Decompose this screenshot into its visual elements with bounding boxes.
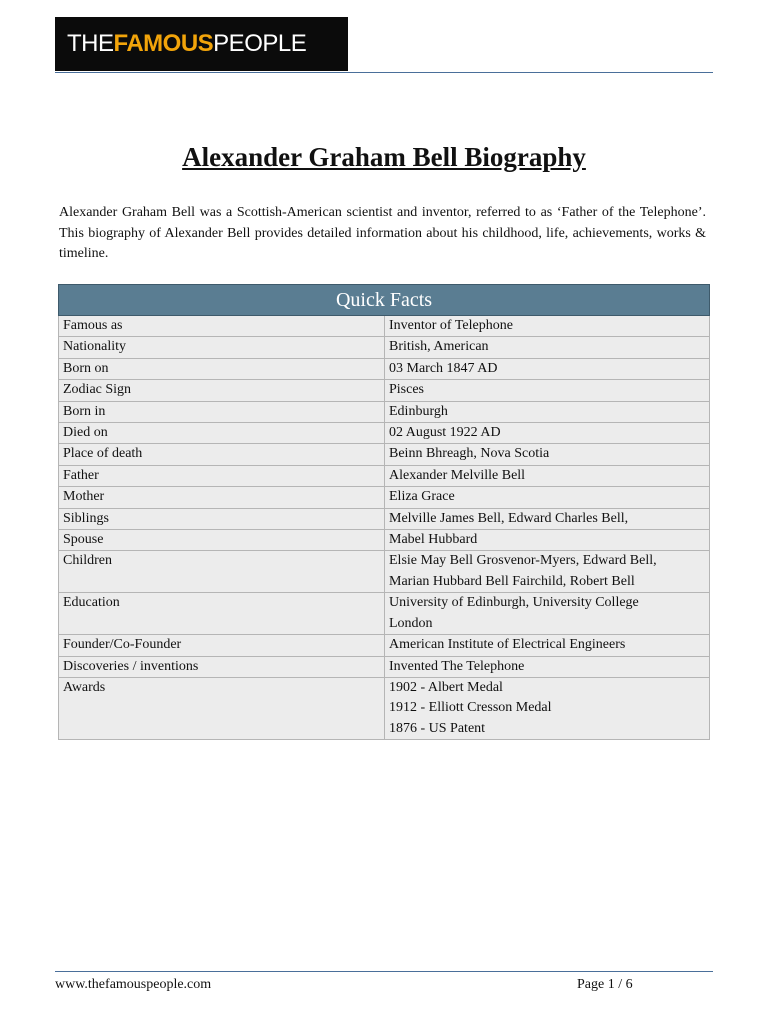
footer-page-number: Page 1 / 6 <box>577 977 633 992</box>
table-row <box>59 423 710 444</box>
fact-label: Place of death <box>59 444 385 465</box>
table-row <box>59 508 710 529</box>
site-logo <box>55 17 348 71</box>
footer-divider <box>55 971 713 972</box>
table-row <box>59 444 710 465</box>
fact-label: Discoveries / inventions <box>59 656 385 677</box>
fact-value <box>385 316 710 337</box>
logo-text-people: PEOPLE <box>213 30 307 57</box>
quick-facts-heading: Quick Facts <box>59 285 710 316</box>
fact-value <box>385 423 710 444</box>
table-row <box>59 380 710 401</box>
fact-value-line: London <box>389 615 433 631</box>
fact-value <box>385 380 710 401</box>
fact-value <box>385 487 710 508</box>
table-row <box>59 635 710 656</box>
page-title: Alexander Graham Bell Biography <box>182 142 586 172</box>
header-divider <box>55 72 713 73</box>
table-row <box>59 530 710 551</box>
fact-label: Founder/Co-Founder <box>59 635 385 656</box>
table-row <box>59 401 710 422</box>
fact-label: Education <box>59 593 385 635</box>
fact-value <box>385 358 710 379</box>
fact-value-line: 02 August 1922 AD <box>389 425 501 441</box>
fact-value <box>385 635 710 656</box>
fact-value-line: 1902 - Albert Medal <box>389 679 503 695</box>
fact-value <box>385 444 710 465</box>
fact-value-line: Pisces <box>389 382 424 398</box>
fact-value-line: University of Edinburgh, University College <box>389 595 639 611</box>
fact-value-line: 1912 - Elliott Cresson Medal <box>389 700 552 716</box>
fact-value <box>385 677 710 739</box>
fact-label: Siblings <box>59 508 385 529</box>
fact-value <box>385 593 710 635</box>
table-row <box>59 316 710 337</box>
fact-label: Awards <box>59 677 385 739</box>
fact-value <box>385 530 710 551</box>
logo-text-the: THE <box>67 30 114 57</box>
fact-value-line: Invented The Telephone <box>389 658 525 674</box>
fact-value-line: 03 March 1847 AD <box>389 360 498 376</box>
table-row <box>59 487 710 508</box>
table-row <box>59 593 710 635</box>
fact-label: Nationality <box>59 337 385 358</box>
fact-label: Famous as <box>59 316 385 337</box>
fact-label: Children <box>59 551 385 593</box>
fact-value-line: 1876 - US Patent <box>389 720 486 736</box>
fact-value-line: British, American <box>389 339 489 355</box>
quick-facts-header-row <box>59 285 710 316</box>
fact-value <box>385 551 710 593</box>
quick-facts-body <box>59 316 710 740</box>
fact-label: Born on <box>59 358 385 379</box>
logo-text-famous: FAMOUS <box>113 30 214 57</box>
table-row <box>59 337 710 358</box>
intro-paragraph: Alexander Graham Bell was a Scottish-American scientist and inventor, referred to as ‘Father of the Telephone’. This biography of Alexander Bell provides detailed information about his childhood, life, achievements, works & timeline. <box>59 205 706 261</box>
fact-value-line: Alexander Melville Bell <box>389 467 526 483</box>
table-row <box>59 656 710 677</box>
fact-label: Died on <box>59 423 385 444</box>
table-row <box>59 677 710 739</box>
fact-value-line: Elsie May Bell Grosvenor-Myers, Edward Bell, <box>389 553 657 569</box>
fact-value-line: Marian Hubbard Bell Fairchild, Robert Bell <box>389 573 635 589</box>
footer-website: www.thefamouspeople.com <box>55 977 212 992</box>
fact-value-line: Mabel Hubbard <box>389 532 478 548</box>
fact-value-line: Inventor of Telephone <box>389 318 513 333</box>
fact-value <box>385 508 710 529</box>
fact-value <box>385 656 710 677</box>
fact-value <box>385 401 710 422</box>
quick-facts-table <box>58 284 710 740</box>
fact-label: Mother <box>59 487 385 508</box>
fact-label: Born in <box>59 401 385 422</box>
fact-label: Father <box>59 465 385 486</box>
fact-value <box>385 465 710 486</box>
table-row <box>59 465 710 486</box>
fact-value-line: Beinn Bhreagh, Nova Scotia <box>389 446 550 462</box>
fact-value <box>385 337 710 358</box>
fact-label: Zodiac Sign <box>59 380 385 401</box>
fact-label: Spouse <box>59 530 385 551</box>
table-row <box>59 551 710 593</box>
fact-value-line: American Institute of Electrical Engineers <box>389 637 626 653</box>
table-row <box>59 358 710 379</box>
fact-value-line: Eliza Grace <box>389 489 455 505</box>
fact-value-line: Edinburgh <box>389 403 448 419</box>
fact-value-line: Melville James Bell, Edward Charles Bell, <box>389 510 629 526</box>
